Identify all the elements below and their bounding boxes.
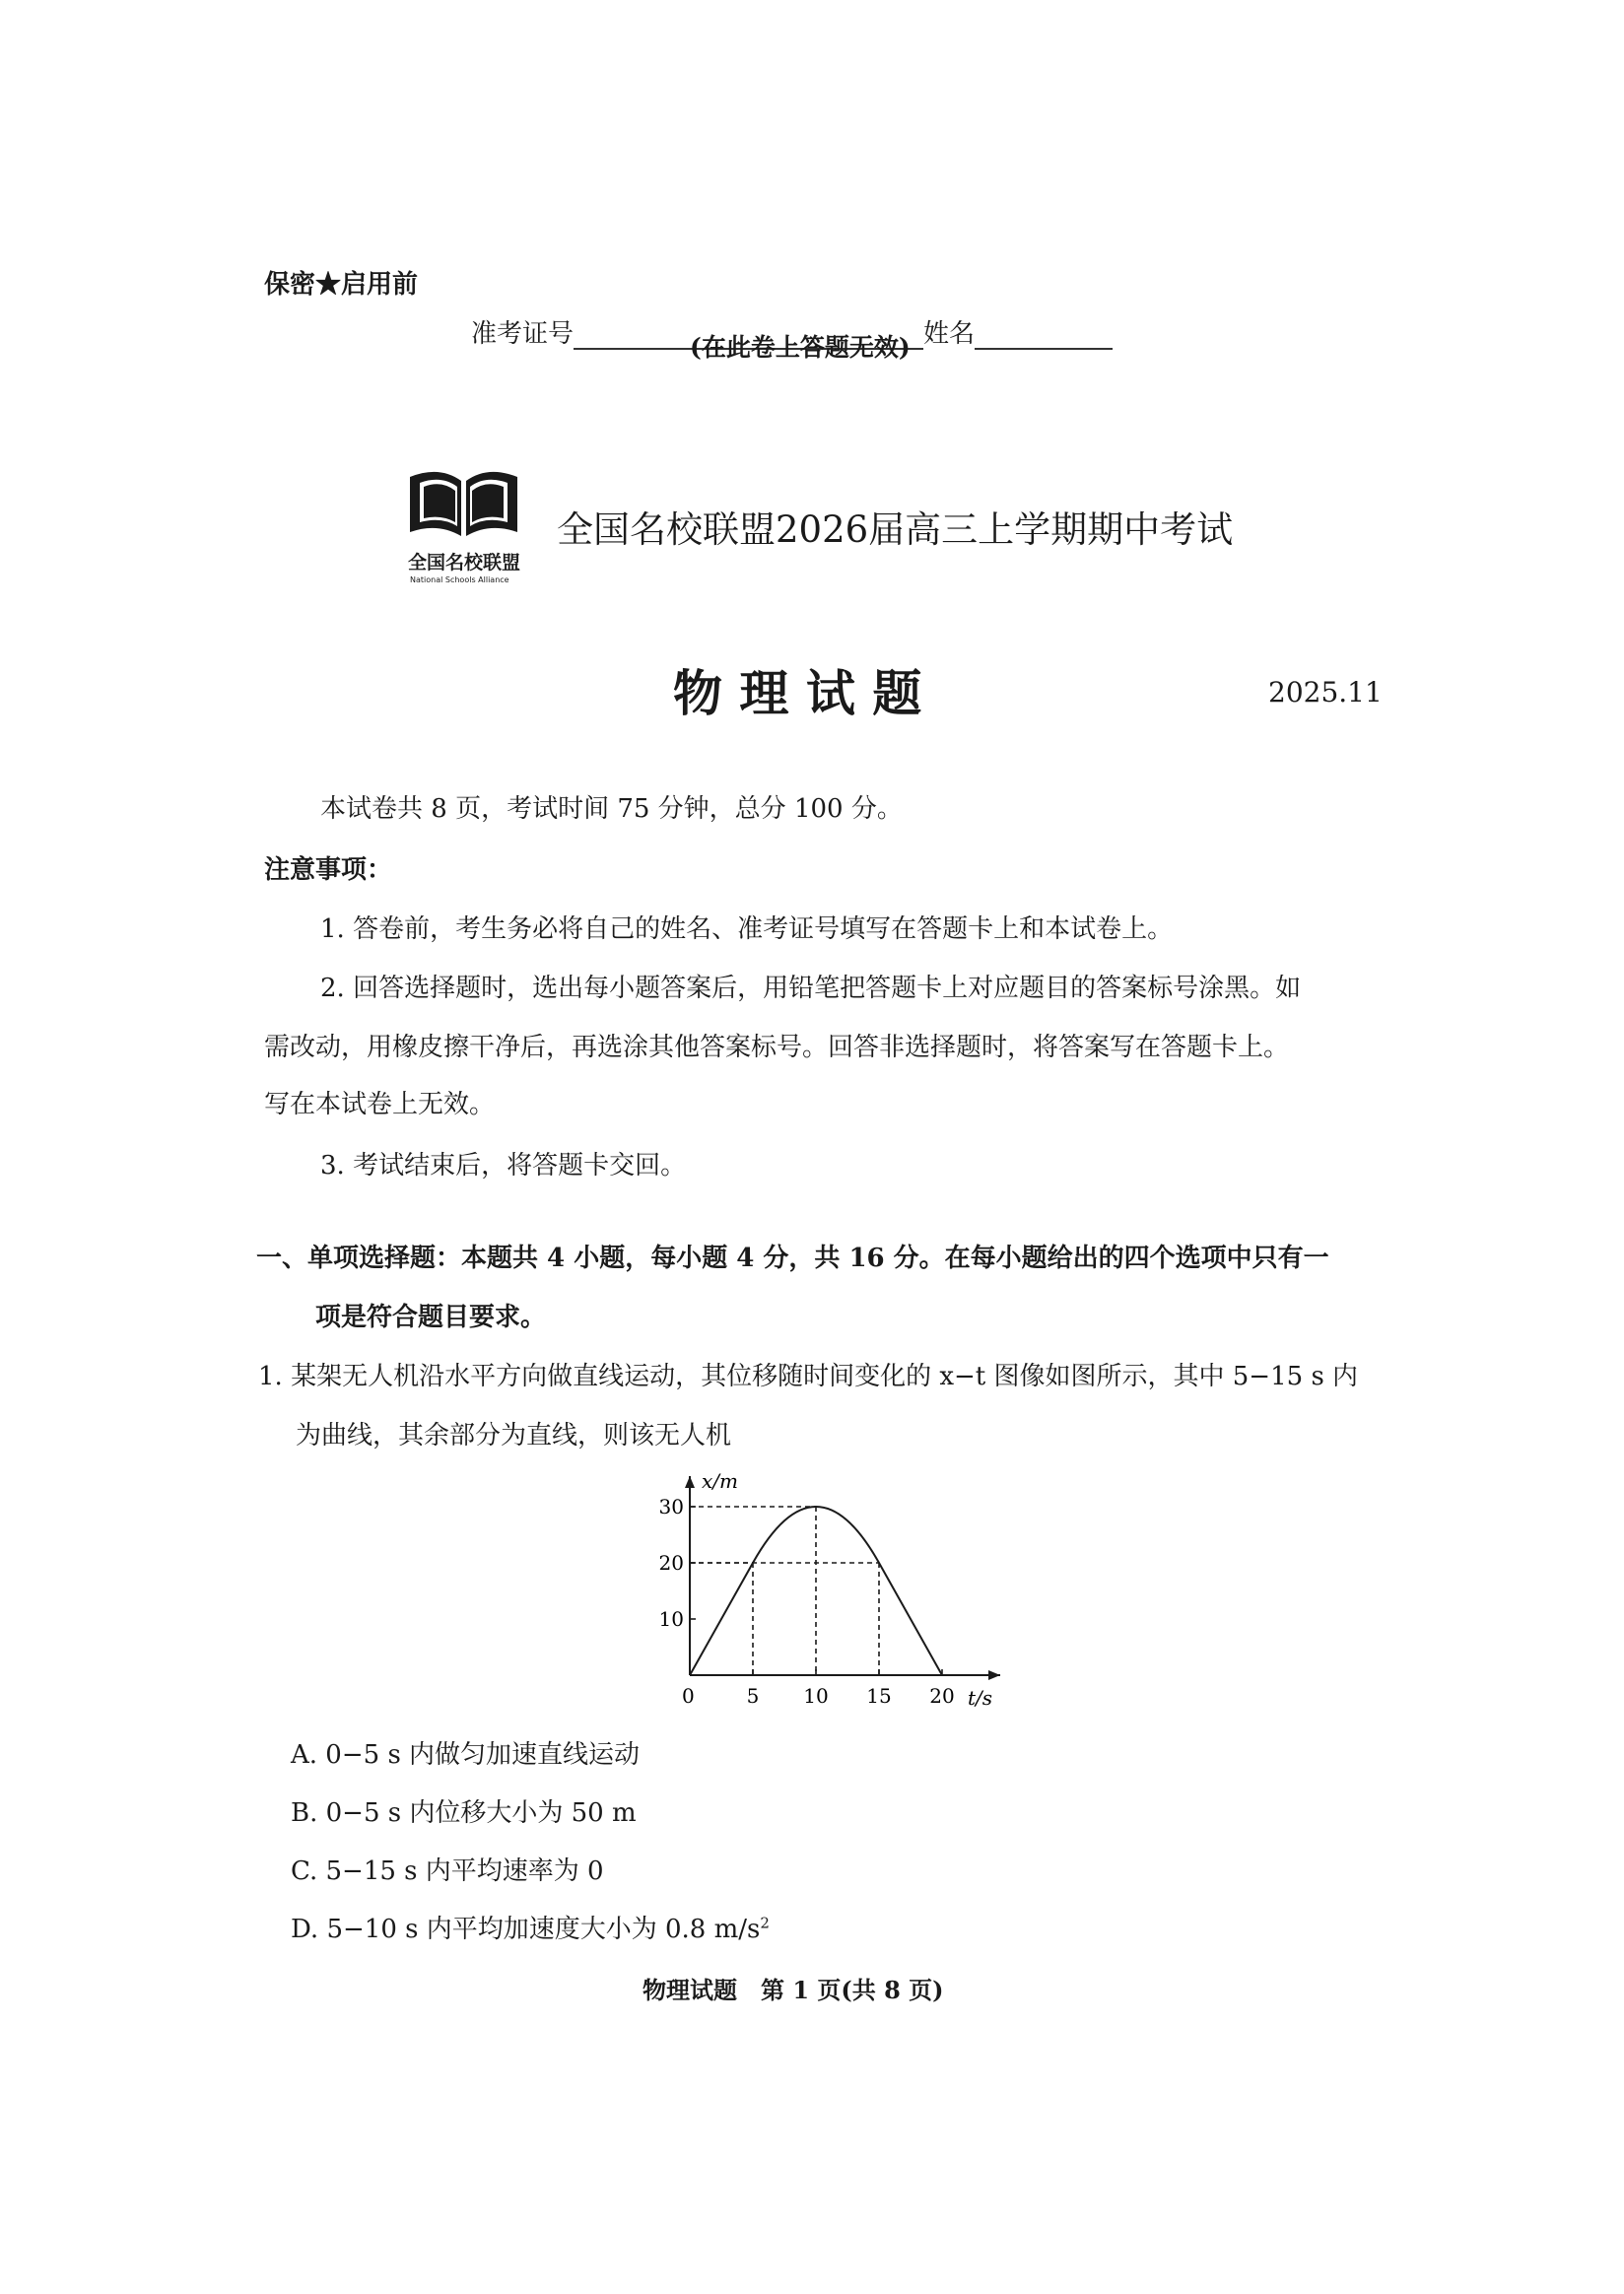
subject-title: 物 理 试 题 (673, 664, 922, 722)
note-item-1: 1. 答卷前，考生务必将自己的姓名、准考证号填写在答题卡上和本试卷上。 (320, 914, 1174, 944)
notes-title: 注意事项： (264, 855, 393, 885)
option-a: A. 0−5 s 内做匀加速直线运动 (291, 1740, 641, 1770)
exam-id-label: 准考证号 (471, 319, 575, 349)
confidential-mark: 保密★启用前 (264, 270, 419, 300)
section1-heading: 一、单项选择题：本题共 4 小题，每小题 4 分，共 16 分。在每小题给出的四个选项中只有一 (256, 1244, 1329, 1273)
y-axis-arrow-icon (685, 1476, 695, 1488)
page-footer: 物理试题 第 1 页(共 8 页) (643, 1976, 944, 2004)
option-d-text: D. 5−10 s 内平均加速度大小为 0.8 m/s (291, 1915, 761, 1944)
logo-en-text: National Schools Alliance (410, 575, 509, 584)
x-axis-label: t/s (968, 1686, 993, 1710)
origin-label: 0 (682, 1684, 695, 1708)
y-tick-label-30: 30 (658, 1495, 684, 1518)
note-item-2-line-2: 需改动，用橡皮擦干净后，再选涂其他答案标号。回答非选择题时，将答案写在答题卡上。 (264, 1033, 1290, 1062)
option-b: B. 0−5 s 内位移大小为 50 m (291, 1798, 637, 1828)
question1-stem-cont: 为曲线，其余部分为直线，则该无人机 (296, 1421, 732, 1451)
logo-cn-text: 全国名校联盟 (408, 552, 521, 574)
invalid-note: (在此卷上答题无效) (690, 333, 911, 362)
y-tick-label-20: 20 (658, 1551, 684, 1575)
school-alliance-logo (402, 463, 525, 591)
note-item-2-line-3: 写在本试卷上无效。 (264, 1090, 496, 1119)
open-book-icon (402, 463, 525, 542)
x-tick-label-20: 20 (929, 1684, 955, 1708)
option-d (291, 1909, 770, 1945)
note-item-3: 3. 考试结束后，将答题卡交回。 (320, 1151, 687, 1181)
exam-title: 全国名校联盟2026届高三上学期期中考试 (557, 508, 1234, 551)
xt-graph (631, 1468, 1005, 1715)
option-d-superscript: 2 (760, 1914, 770, 1932)
x-axis-arrow-icon (988, 1670, 1000, 1680)
name-label: 姓名 (923, 319, 976, 349)
y-tick-label-10: 10 (658, 1607, 684, 1631)
exam-date: 2025.11 (1268, 676, 1383, 708)
x-tick-label-10: 10 (803, 1684, 829, 1708)
intro-text: 本试卷共 8 页，考试时间 75 分钟，总分 100 分。 (320, 794, 903, 824)
question1-stem: 1. 某架无人机沿水平方向做直线运动，其位移随时间变化的 x−t 图像如图所示，其中 5−15 s 内 (258, 1362, 1359, 1391)
note-item-2-line-1: 2. 回答选择题时，选出每小题答案后，用铅笔把答题卡上对应题目的答案标号涂黑。如 (320, 974, 1302, 1003)
name-field[interactable] (975, 324, 1113, 350)
x-tick-label-5: 5 (746, 1684, 760, 1708)
option-c: C. 5−15 s 内平均速率为 0 (291, 1856, 604, 1886)
y-axis-label: x/m (702, 1469, 738, 1493)
x-tick-label-15: 15 (866, 1684, 892, 1708)
section1-heading-cont: 项是符合题目要求。 (315, 1303, 547, 1332)
